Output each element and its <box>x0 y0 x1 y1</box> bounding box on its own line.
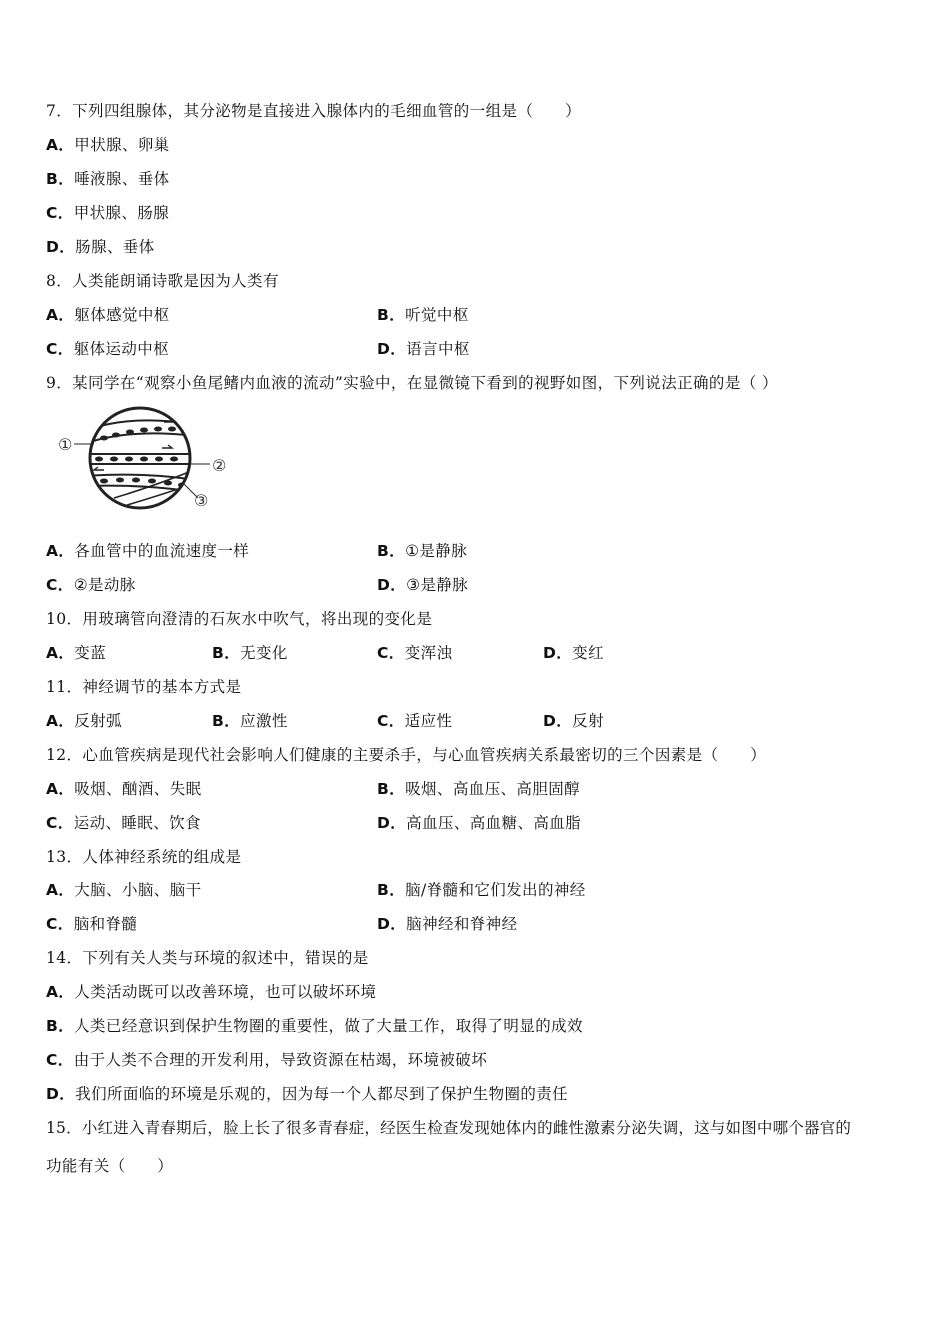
option-label: B． <box>377 542 406 560</box>
option-label: C． <box>377 712 405 730</box>
question-10-option-c <box>377 643 452 663</box>
question-13-stem: 13．人体神经系统的组成是 <box>46 848 242 866</box>
option-label: A． <box>46 983 75 1001</box>
question-14-option-a <box>46 982 376 1002</box>
question-11-option-c <box>377 711 452 731</box>
question-14-option-b <box>46 1016 583 1036</box>
question-15-stem-line-2: 功能有关（ ） <box>46 1157 174 1175</box>
option-label: B． <box>212 712 241 730</box>
question-12-option-a <box>46 779 202 799</box>
question-8-stem: 8．人类能朗诵诗歌是因为人类有 <box>46 272 279 290</box>
option-label: B． <box>377 881 406 899</box>
option-text: ①是静脉 <box>405 542 468 560</box>
option-label: A． <box>46 780 75 798</box>
question-11-option-a <box>46 711 122 731</box>
option-text: ②是动脉 <box>73 576 136 594</box>
figure-label-3: ③ <box>194 491 209 510</box>
option-label: C． <box>46 915 74 933</box>
option-text: 躯体运动中枢 <box>73 340 170 358</box>
option-text: 语言中枢 <box>406 340 470 358</box>
option-label: A． <box>46 306 75 324</box>
question-12-option-b <box>377 779 580 799</box>
option-text: 躯体感觉中枢 <box>74 306 170 324</box>
question-15-stem-line-1: 15．小红进入青春期后，脸上长了很多青春症，经医生检查发现她体内的雌性激素分泌失调，这与如图中哪个器官的 <box>46 1119 852 1137</box>
question-14-option-d <box>46 1084 568 1104</box>
option-label: B． <box>377 780 406 798</box>
option-text: 反射弧 <box>74 712 122 730</box>
fish-tail-microscope-figure <box>44 402 240 514</box>
question-7-option-d <box>46 237 155 257</box>
option-label: D． <box>46 1085 76 1103</box>
figure-label-1: ① <box>58 435 73 454</box>
option-text: 无变化 <box>240 644 288 662</box>
option-label: D． <box>377 814 407 832</box>
question-8-option-a <box>46 305 170 325</box>
option-label: D． <box>377 340 407 358</box>
question-13-option-d <box>377 914 517 934</box>
option-label: A． <box>46 644 75 662</box>
option-label: C． <box>46 340 74 358</box>
question-11-option-b <box>212 711 288 731</box>
option-text: 反射 <box>572 712 604 730</box>
option-label: D． <box>543 712 573 730</box>
option-text: 肠腺、垂体 <box>75 238 155 256</box>
option-label: B． <box>46 1017 75 1035</box>
question-12-stem: 12．心血管疾病是现代社会影响人们健康的主要杀手，与心血管疾病关系最密切的三个因素是（ ） <box>46 746 767 764</box>
question-8-option-c <box>46 339 169 359</box>
option-text: 人类活动既可以改善环境，也可以破坏环境 <box>74 983 377 1001</box>
question-11-stem: 11．神经调节的基本方式是 <box>46 678 242 696</box>
question-12-option-d <box>377 813 581 833</box>
question-11-option-d <box>543 711 604 731</box>
option-label: A． <box>46 881 75 899</box>
option-text: 变浑浊 <box>404 644 453 662</box>
question-14-option-c <box>46 1050 487 1070</box>
option-text: 运动、睡眠、饮食 <box>73 814 201 832</box>
option-text: 甲状腺、肠腺 <box>73 204 170 222</box>
question-14-stem: 14．下列有关人类与环境的叙述中，错误的是 <box>46 949 369 967</box>
option-label: D． <box>377 915 407 933</box>
option-text: 吸烟、酗酒、失眠 <box>74 780 202 798</box>
question-12-option-c <box>46 813 201 833</box>
option-label: A． <box>46 136 75 154</box>
option-text: 脑神经和脊神经 <box>406 915 518 933</box>
question-10-option-b <box>212 643 288 663</box>
question-8-option-d <box>377 339 470 359</box>
option-label: A． <box>46 712 75 730</box>
question-9-option-d <box>377 575 468 595</box>
option-text: 脑和脊髓 <box>73 915 138 933</box>
microscope-view-illustration <box>44 402 240 514</box>
question-13-option-c <box>46 914 137 934</box>
option-label: C． <box>46 814 74 832</box>
option-label: D． <box>377 576 407 594</box>
option-text: ③是静脉 <box>406 576 469 594</box>
question-9-option-c <box>46 575 136 595</box>
option-text: 由于人类不合理的开发利用，导致资源在枯竭，环境被破坏 <box>73 1051 488 1069</box>
option-label: D． <box>543 644 573 662</box>
option-text: 脑/脊髓和它们发出的神经 <box>405 881 586 899</box>
option-text: 人类已经意识到保护生物圈的重要性，做了大量工作，取得了明显的成效 <box>74 1017 583 1035</box>
question-10-stem: 10．用玻璃管向澄清的石灰水中吹气，将出现的变化是 <box>46 610 433 628</box>
option-label: C． <box>46 576 74 594</box>
question-7-option-c <box>46 203 169 223</box>
option-label: B． <box>212 644 241 662</box>
question-9-option-b <box>377 541 467 561</box>
question-9-option-a <box>46 541 249 561</box>
option-text: 甲状腺、卵巢 <box>74 136 170 154</box>
question-10-option-a <box>46 643 106 663</box>
option-text: 各血管中的血流速度一样 <box>74 542 250 560</box>
option-label: B． <box>377 306 406 324</box>
option-label: B． <box>46 170 75 188</box>
question-13-option-a <box>46 880 202 900</box>
question-7-stem: 7．下列四组腺体，其分泌物是直接进入腺体内的毛细血管的一组是（ ） <box>46 102 581 120</box>
option-label: C． <box>377 644 405 662</box>
question-8-option-b <box>377 305 469 325</box>
option-text: 大脑、小脑、脑干 <box>74 881 202 899</box>
option-text: 适应性 <box>404 712 453 730</box>
question-10-option-d <box>543 643 604 663</box>
option-text: 吸烟、高血压、高胆固醇 <box>405 780 581 798</box>
option-label: C． <box>46 204 74 222</box>
option-text: 应激性 <box>240 712 288 730</box>
question-9-stem: 9．某同学在“观察小鱼尾鳍内血液的流动”实验中，在显微镜下看到的视野如图，下列说法正确的是（ ） <box>46 374 778 392</box>
option-text: 唾液腺、垂体 <box>74 170 170 188</box>
figure-label-2: ② <box>212 456 227 475</box>
question-7-option-b <box>46 169 170 189</box>
option-text: 变蓝 <box>74 644 107 662</box>
option-label: A． <box>46 542 75 560</box>
option-text: 听觉中枢 <box>405 306 469 324</box>
question-7-option-a <box>46 135 170 155</box>
option-label: D． <box>46 238 76 256</box>
option-label: C． <box>46 1051 74 1069</box>
question-13-option-b <box>377 880 586 900</box>
option-text: 我们所面临的环境是乐观的，因为每一个人都尽到了保护生物圈的责任 <box>75 1085 569 1103</box>
option-text: 高血压、高血糖、高血脂 <box>406 814 582 832</box>
option-text: 变红 <box>572 644 604 662</box>
